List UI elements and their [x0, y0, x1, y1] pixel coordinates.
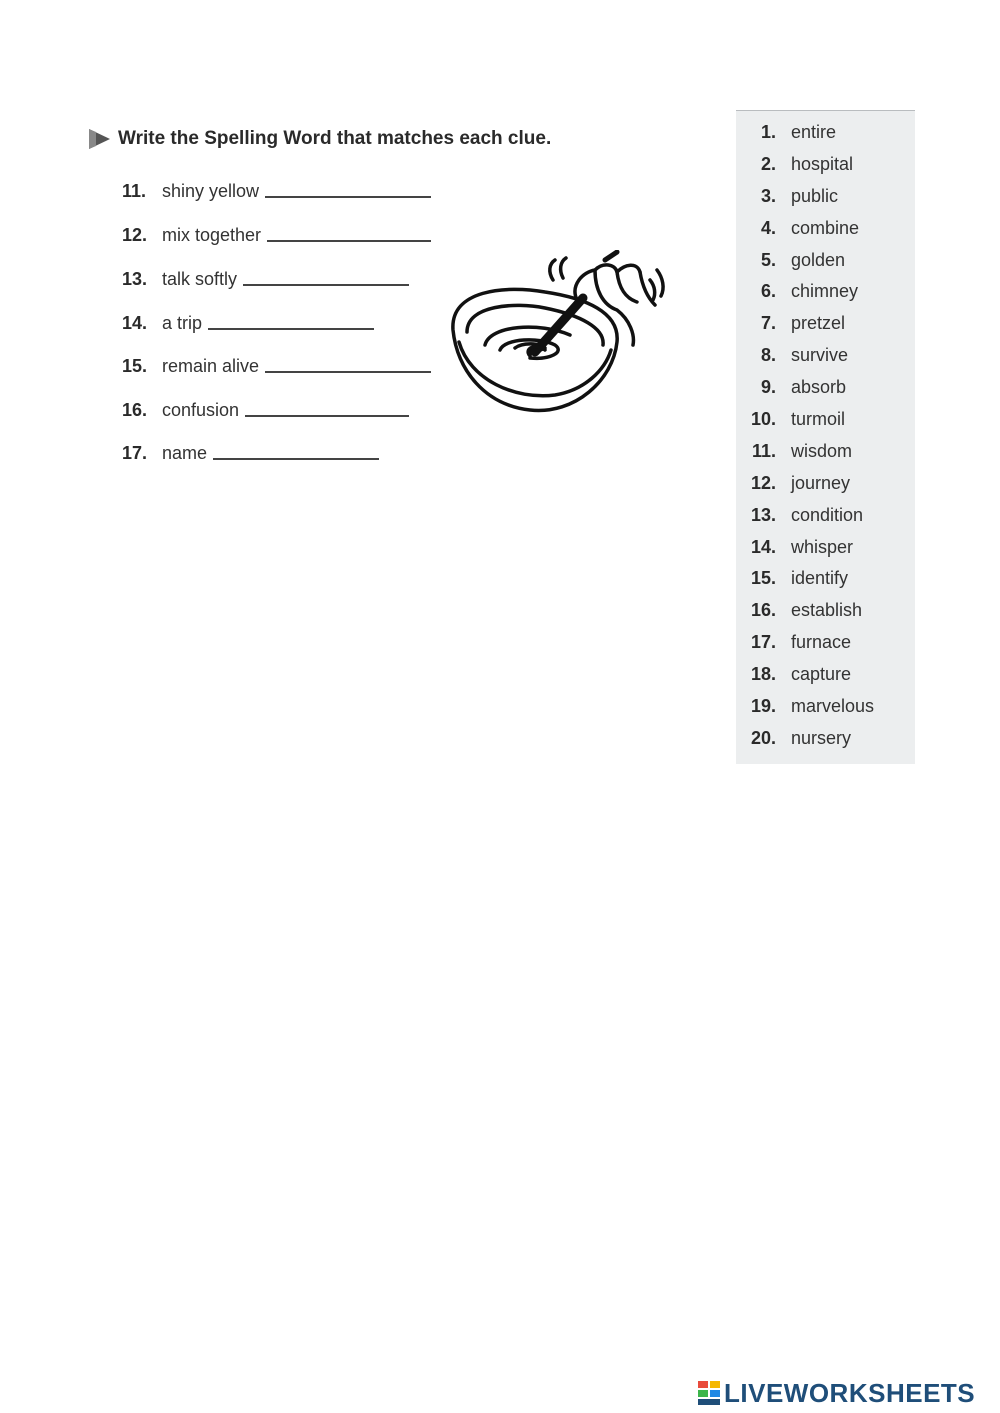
- word-number: 7.: [760, 312, 776, 333]
- word-list-item: [736, 277, 915, 305]
- spelling-word: turmoil: [791, 408, 846, 429]
- logo-blocks-icon: [697, 1380, 721, 1406]
- answer-field[interactable]: [213, 456, 379, 460]
- word-number: 17.: [750, 631, 776, 652]
- answer-field[interactable]: [245, 413, 409, 417]
- word-number: 8.: [760, 344, 776, 365]
- spelling-word: combine: [791, 217, 860, 238]
- clue-text: mix together: [162, 225, 262, 245]
- spelling-word: wisdom: [791, 440, 853, 461]
- word-list-item: [736, 469, 915, 497]
- clue-text: a trip: [162, 313, 203, 333]
- spelling-word: whisper: [791, 536, 854, 557]
- spelling-word: condition: [791, 504, 864, 525]
- spelling-word-list: [736, 110, 915, 764]
- clue-row: [122, 438, 379, 464]
- clue-number: 14.: [122, 313, 148, 333]
- word-list-item: [736, 246, 915, 274]
- spelling-word: marvelous: [791, 695, 875, 716]
- clue-text: remain alive: [162, 356, 260, 376]
- logo-text: LIVEWORKSHEETS: [724, 1377, 976, 1408]
- clue-row: [122, 220, 431, 246]
- clue-number: 16.: [122, 400, 148, 420]
- word-number: 14.: [750, 536, 776, 557]
- spelling-word: furnace: [791, 631, 852, 652]
- answer-field[interactable]: [265, 369, 431, 373]
- spelling-word: capture: [791, 663, 852, 684]
- clue-text: talk softly: [162, 269, 238, 289]
- answer-field[interactable]: [208, 326, 374, 330]
- word-number: 2.: [760, 153, 776, 174]
- word-number: 13.: [750, 504, 776, 525]
- word-list-item: [736, 214, 915, 242]
- word-number: 18.: [750, 663, 776, 684]
- answer-field[interactable]: [267, 238, 431, 242]
- spelling-word: entire: [791, 121, 837, 142]
- spelling-word: golden: [791, 249, 846, 270]
- word-number: 12.: [750, 472, 776, 493]
- spelling-word: identify: [791, 567, 849, 588]
- spelling-word: nursery: [791, 727, 852, 748]
- clue-text: shiny yellow: [162, 181, 260, 201]
- instruction-heading: [86, 124, 551, 154]
- word-number: 16.: [750, 599, 776, 620]
- spelling-word: absorb: [791, 376, 847, 397]
- clue-number: 13.: [122, 269, 148, 289]
- answer-field[interactable]: [243, 282, 409, 286]
- clue-number: 11.: [122, 181, 147, 201]
- word-number: 20.: [750, 727, 776, 748]
- spelling-word: chimney: [791, 280, 859, 301]
- clue-number: 17.: [122, 443, 148, 463]
- spelling-word: journey: [791, 472, 851, 493]
- clue-number: 15.: [122, 356, 148, 376]
- word-list-item: [736, 118, 915, 146]
- spelling-word: hospital: [791, 153, 854, 174]
- liveworksheets-logo[interactable]: [697, 1378, 975, 1408]
- word-number: 19.: [750, 695, 776, 716]
- word-list-item: [736, 533, 915, 561]
- word-number: 1.: [760, 121, 776, 142]
- word-number: 15.: [750, 567, 776, 588]
- word-list-item: [736, 373, 915, 401]
- word-list-item: [736, 501, 915, 529]
- spelling-word: establish: [791, 599, 863, 620]
- clue-row: [122, 264, 409, 290]
- word-list-item: [736, 437, 915, 465]
- spelling-word: pretzel: [791, 312, 846, 333]
- word-number: 6.: [760, 280, 776, 301]
- clue-row: [122, 351, 431, 377]
- word-list-item: [736, 405, 915, 433]
- clue-row: [122, 176, 431, 202]
- clue-row: [122, 308, 374, 334]
- word-list-item: [736, 724, 915, 752]
- word-number: 4.: [760, 217, 776, 238]
- word-number: 10.: [750, 408, 776, 429]
- play-arrow-icon: [86, 127, 112, 151]
- word-list-item: [736, 628, 915, 656]
- word-list-item: [736, 692, 915, 720]
- spelling-word: survive: [791, 344, 849, 365]
- word-number: 11.: [751, 440, 776, 461]
- word-list-item: [736, 309, 915, 337]
- word-list-item: [736, 341, 915, 369]
- word-number: 3.: [760, 185, 776, 206]
- word-list-item: [736, 182, 915, 210]
- word-list-item: [736, 150, 915, 178]
- spelling-word: public: [791, 185, 839, 206]
- word-list-item: [736, 660, 915, 688]
- clue-text: name: [162, 443, 208, 463]
- word-number: 9.: [760, 376, 776, 397]
- answer-field[interactable]: [265, 194, 431, 198]
- instruction-text: Write the Spelling Word that matches each clue.: [118, 128, 552, 149]
- mixing-bowl-illustration: [445, 250, 670, 425]
- word-number: 5.: [760, 249, 776, 270]
- word-list-item: [736, 596, 915, 624]
- word-list-item: [736, 564, 915, 592]
- clue-number: 12.: [122, 225, 148, 245]
- clue-text: confusion: [162, 400, 240, 420]
- clue-row: [122, 395, 409, 421]
